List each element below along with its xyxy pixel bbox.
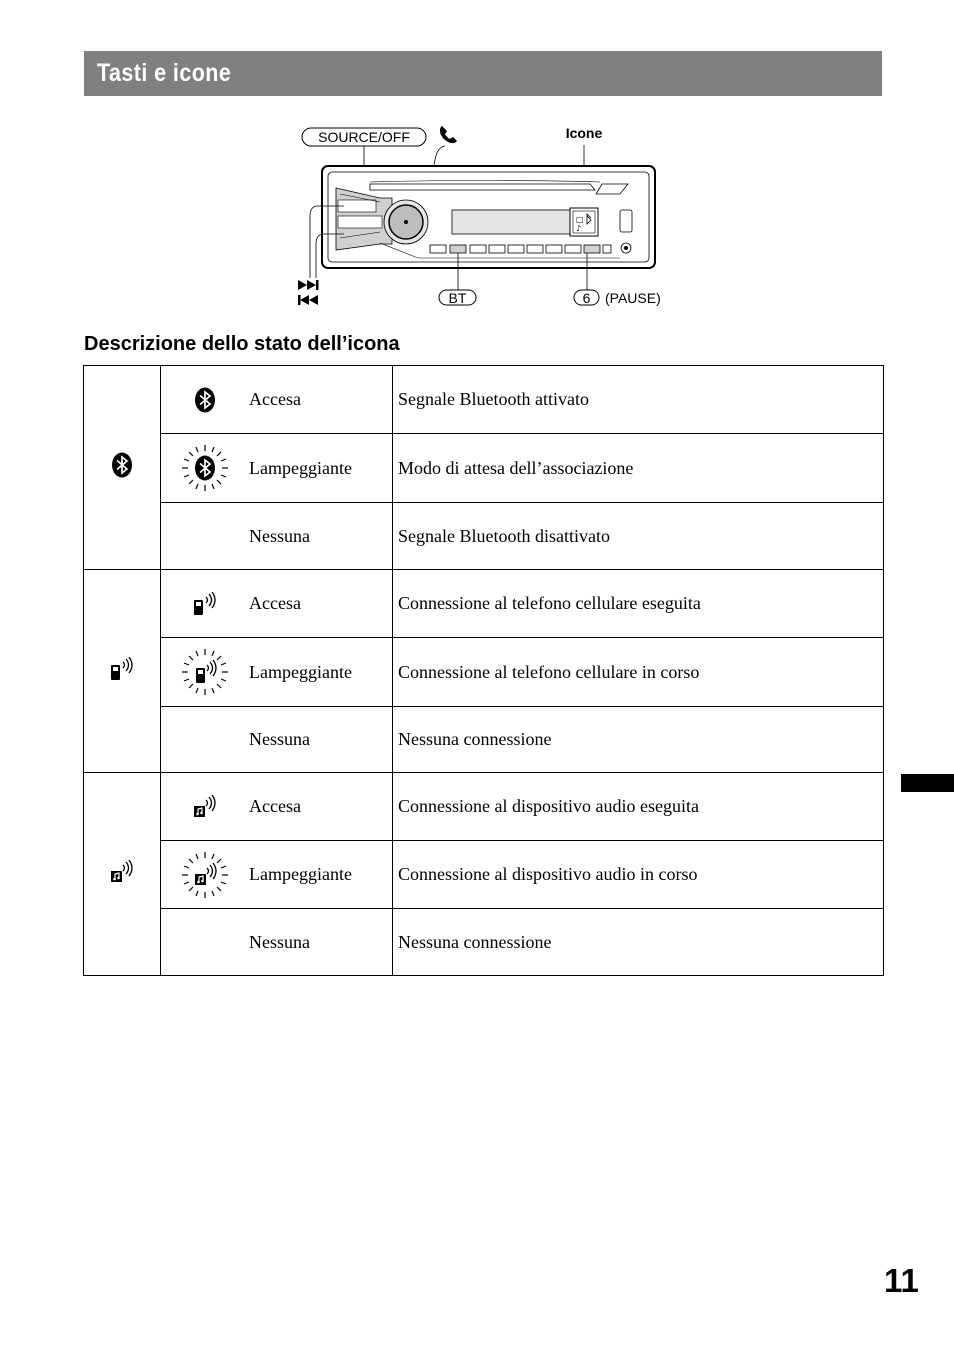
table-row <box>84 503 884 570</box>
description-cell: Connessione al telefono cellulare in corso <box>393 638 884 707</box>
bt-label: BT <box>448 290 467 306</box>
icons-label: Icone <box>565 125 603 141</box>
description-cell: Nessuna connessione <box>393 707 884 773</box>
description-cell: Modo di attesa dell’associazione <box>393 434 884 503</box>
audio-device-icon <box>192 795 218 819</box>
page-title: Tasti e icone <box>97 59 232 87</box>
table-row <box>84 841 884 909</box>
state-label: Nessuna <box>249 931 310 952</box>
state-cell <box>161 366 393 434</box>
seek-backward-icon <box>298 295 318 305</box>
state-label: Accesa <box>249 796 301 816</box>
description-cell: Nessuna connessione <box>393 909 884 976</box>
table-row <box>84 707 884 773</box>
state-cell <box>161 570 393 638</box>
table-row <box>84 773 884 841</box>
table-row <box>84 909 884 976</box>
state-cell <box>161 503 393 570</box>
state-label: Accesa <box>249 389 301 409</box>
side-tab-marker <box>901 774 954 792</box>
source-off-label: SOURCE/OFF <box>318 129 410 145</box>
table-row <box>84 570 884 638</box>
description-cell: Segnale Bluetooth attivato <box>393 366 884 434</box>
bluetooth-icon <box>194 387 216 413</box>
state-label: Accesa <box>249 593 301 613</box>
state-label: Nessuna <box>249 525 310 546</box>
svg-text:□: □ <box>576 215 584 224</box>
state-cell <box>161 773 393 841</box>
table-row <box>84 366 884 434</box>
description-cell: Connessione al telefono cellulare eseguita <box>393 570 884 638</box>
bluetooth-blinking-icon <box>181 444 229 492</box>
table-row <box>84 638 884 707</box>
description-cell: Connessione al dispositivo audio in corso <box>393 841 884 909</box>
audio-device-blinking-icon <box>181 851 229 899</box>
state-cell <box>161 707 393 773</box>
mobile-phone-group-cell <box>84 570 161 773</box>
bt-callout <box>439 290 476 306</box>
six-label: 6 <box>582 290 591 306</box>
state-label: Lampeggiante <box>249 457 352 478</box>
pause-callout <box>574 290 661 306</box>
mobile-phone-blinking-icon <box>181 648 229 696</box>
mobile-phone-icon <box>192 592 218 616</box>
section-title: Descrizione dello stato dell’icona <box>84 333 400 355</box>
mobile-phone-icon <box>109 657 135 681</box>
bluetooth-icon <box>111 452 133 478</box>
state-label: Lampeggiante <box>249 661 352 682</box>
audio-device-icon <box>109 860 135 884</box>
description-cell: Connessione al dispositivo audio eseguita <box>393 773 884 841</box>
state-cell <box>161 841 393 909</box>
page-number: 11 <box>884 1262 919 1299</box>
table-row <box>84 434 884 503</box>
icon-status-table <box>83 365 884 976</box>
car-stereo-unit <box>322 166 655 268</box>
state-cell <box>161 909 393 976</box>
pause-label: (PAUSE) <box>605 290 661 306</box>
state-label: Lampeggiante <box>249 864 352 884</box>
bluetooth-group-cell <box>84 366 161 570</box>
state-cell <box>161 434 393 503</box>
section-header-bar <box>84 51 882 96</box>
state-cell <box>161 638 393 707</box>
seek-forward-icon <box>298 280 319 290</box>
audio-device-group-cell <box>84 773 161 976</box>
description-cell: Segnale Bluetooth disattivato <box>393 503 884 570</box>
state-label: Nessuna <box>249 729 310 749</box>
svg-text:♪: ♪ <box>576 224 582 233</box>
unit-diagram <box>290 118 690 313</box>
preset-buttons-row <box>430 245 611 253</box>
